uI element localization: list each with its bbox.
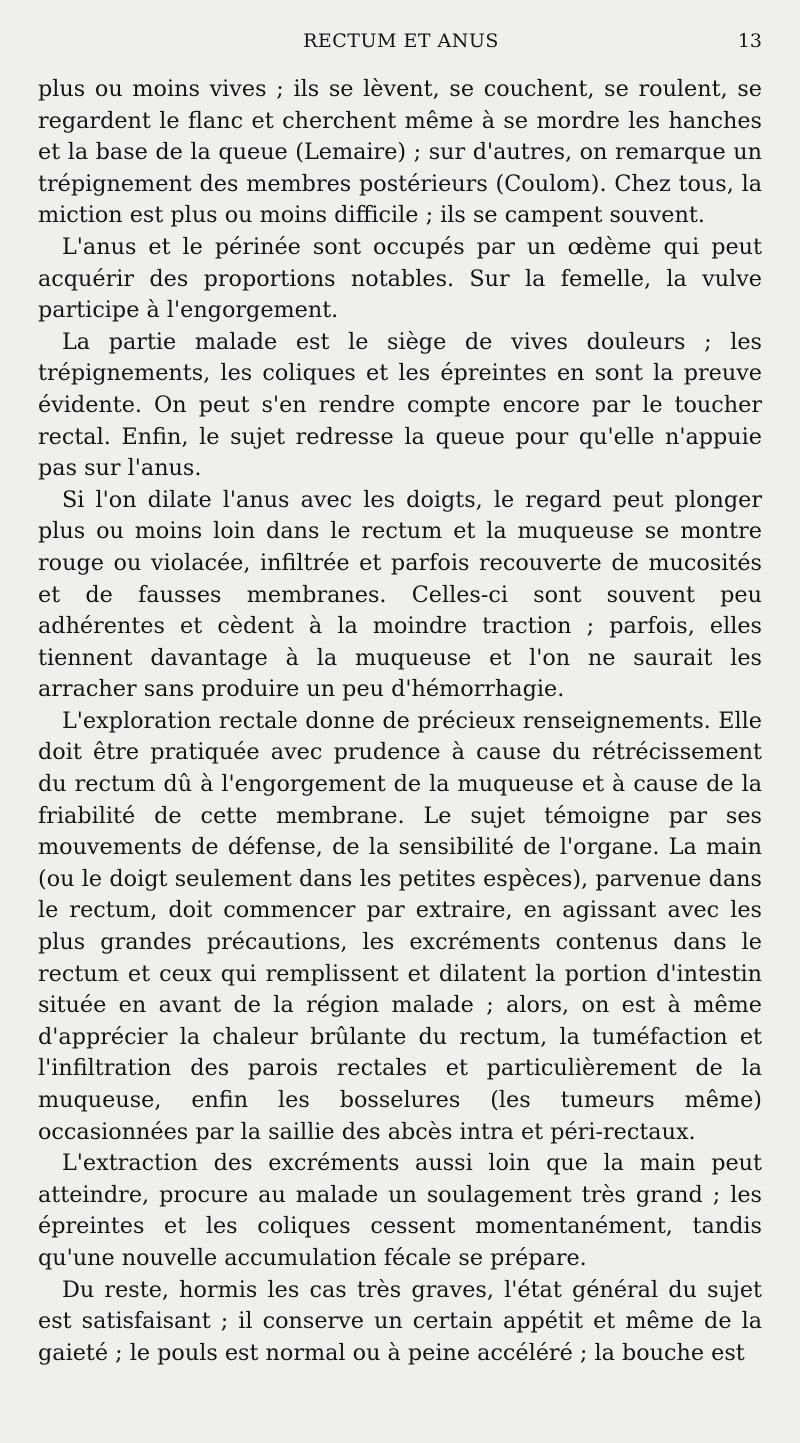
paragraph-etat-general: Du reste, hormis les cas très graves, l'état général du sujet est satisfaisant ; il conserve un certain appétit et même de la gaieté ; le pouls est normal ou à peine accéléré ; la bouche est xyxy=(38,1276,762,1366)
running-title: RECTUM ET ANUS xyxy=(303,30,499,52)
paragraph-continued: plus ou moins vives ; ils se lèvent, se couchent, se roulent, se regardent le flanc et cherchent même à se mordre les hanches et la base de la queue (Lemaire) ; sur d'autres, on remarque un trépignement des membres postérieurs (Coulom). Chez tous, la miction est plus ou moins difficile ; ils se campent souvent. xyxy=(38,76,762,229)
paragraph-dilatation: Si l'on dilate l'anus avec les doigts, le regard peut plonger plus ou moins loin dans le rectum et la muqueuse se montre rouge ou violacée, infiltrée et parfois recouverte de mucosités et de fausses membranes. Celles-ci sont souvent peu adhérentes et cèdent à la moindre traction ; parfois, elles tiennent davantage à la muqueuse et l'on ne saurait les arracher sans produire un peu d'hémorrhagie. xyxy=(38,486,762,703)
paragraph-douleurs: La partie malade est le siège de vives douleurs ; les trépignements, les coliques et les épreintes en sont la preuve évidente. On peut s'en rendre compte encore par le toucher rectal. Enfin, le sujet redresse la queue pour qu'elle n'appuie pas sur l'anus. xyxy=(38,328,762,482)
body-text xyxy=(38,74,762,1369)
paragraph-extraction: L'extraction des excréments aussi loin que la main peut atteindre, procure au malade un soulagement très grand ; les épreintes et les coliques cessent momentanément, tandis qu'une nouvelle accumulation fécale se prépare. xyxy=(38,1150,762,1271)
paragraph-exploration-rectale: L'exploration rectale donne de précieux renseignements. Elle doit être pratiquée avec prudence à cause du rétrécissement du rectum dû à l'engorgement de la muqueuse et à cause de la friabilité de cette membrane. Le sujet témoigne par ses mouvements de défense, de la sensibilité de l'organe. La main (ou le doigt seulement dans les petites espèces), parvenue dans le rectum, doit commencer par extraire, en agissant avec les plus grandes précautions, les excréments contenus dans le rectum et ceux qui remplissent et dilatent la portion d'intestin située en avant de la région malade ; alors, on est à même d'apprécier la chaleur brûlante du rectum, la tuméfaction et l'infiltration des parois rectales et particulièrement de la muqueuse, enfin les bosselures (les tumeurs même) occasionnées par la saillie des abcès intra et péri-rectaux. xyxy=(38,707,762,1145)
page-header xyxy=(40,30,762,60)
page-number: 13 xyxy=(737,30,762,52)
paragraph-anus-perinee: L'anus et le périnée sont occupés par un œdème qui peut acquérir des proportions notables. Sur la femelle, la vulve participe à l'engorgement. xyxy=(38,233,762,324)
